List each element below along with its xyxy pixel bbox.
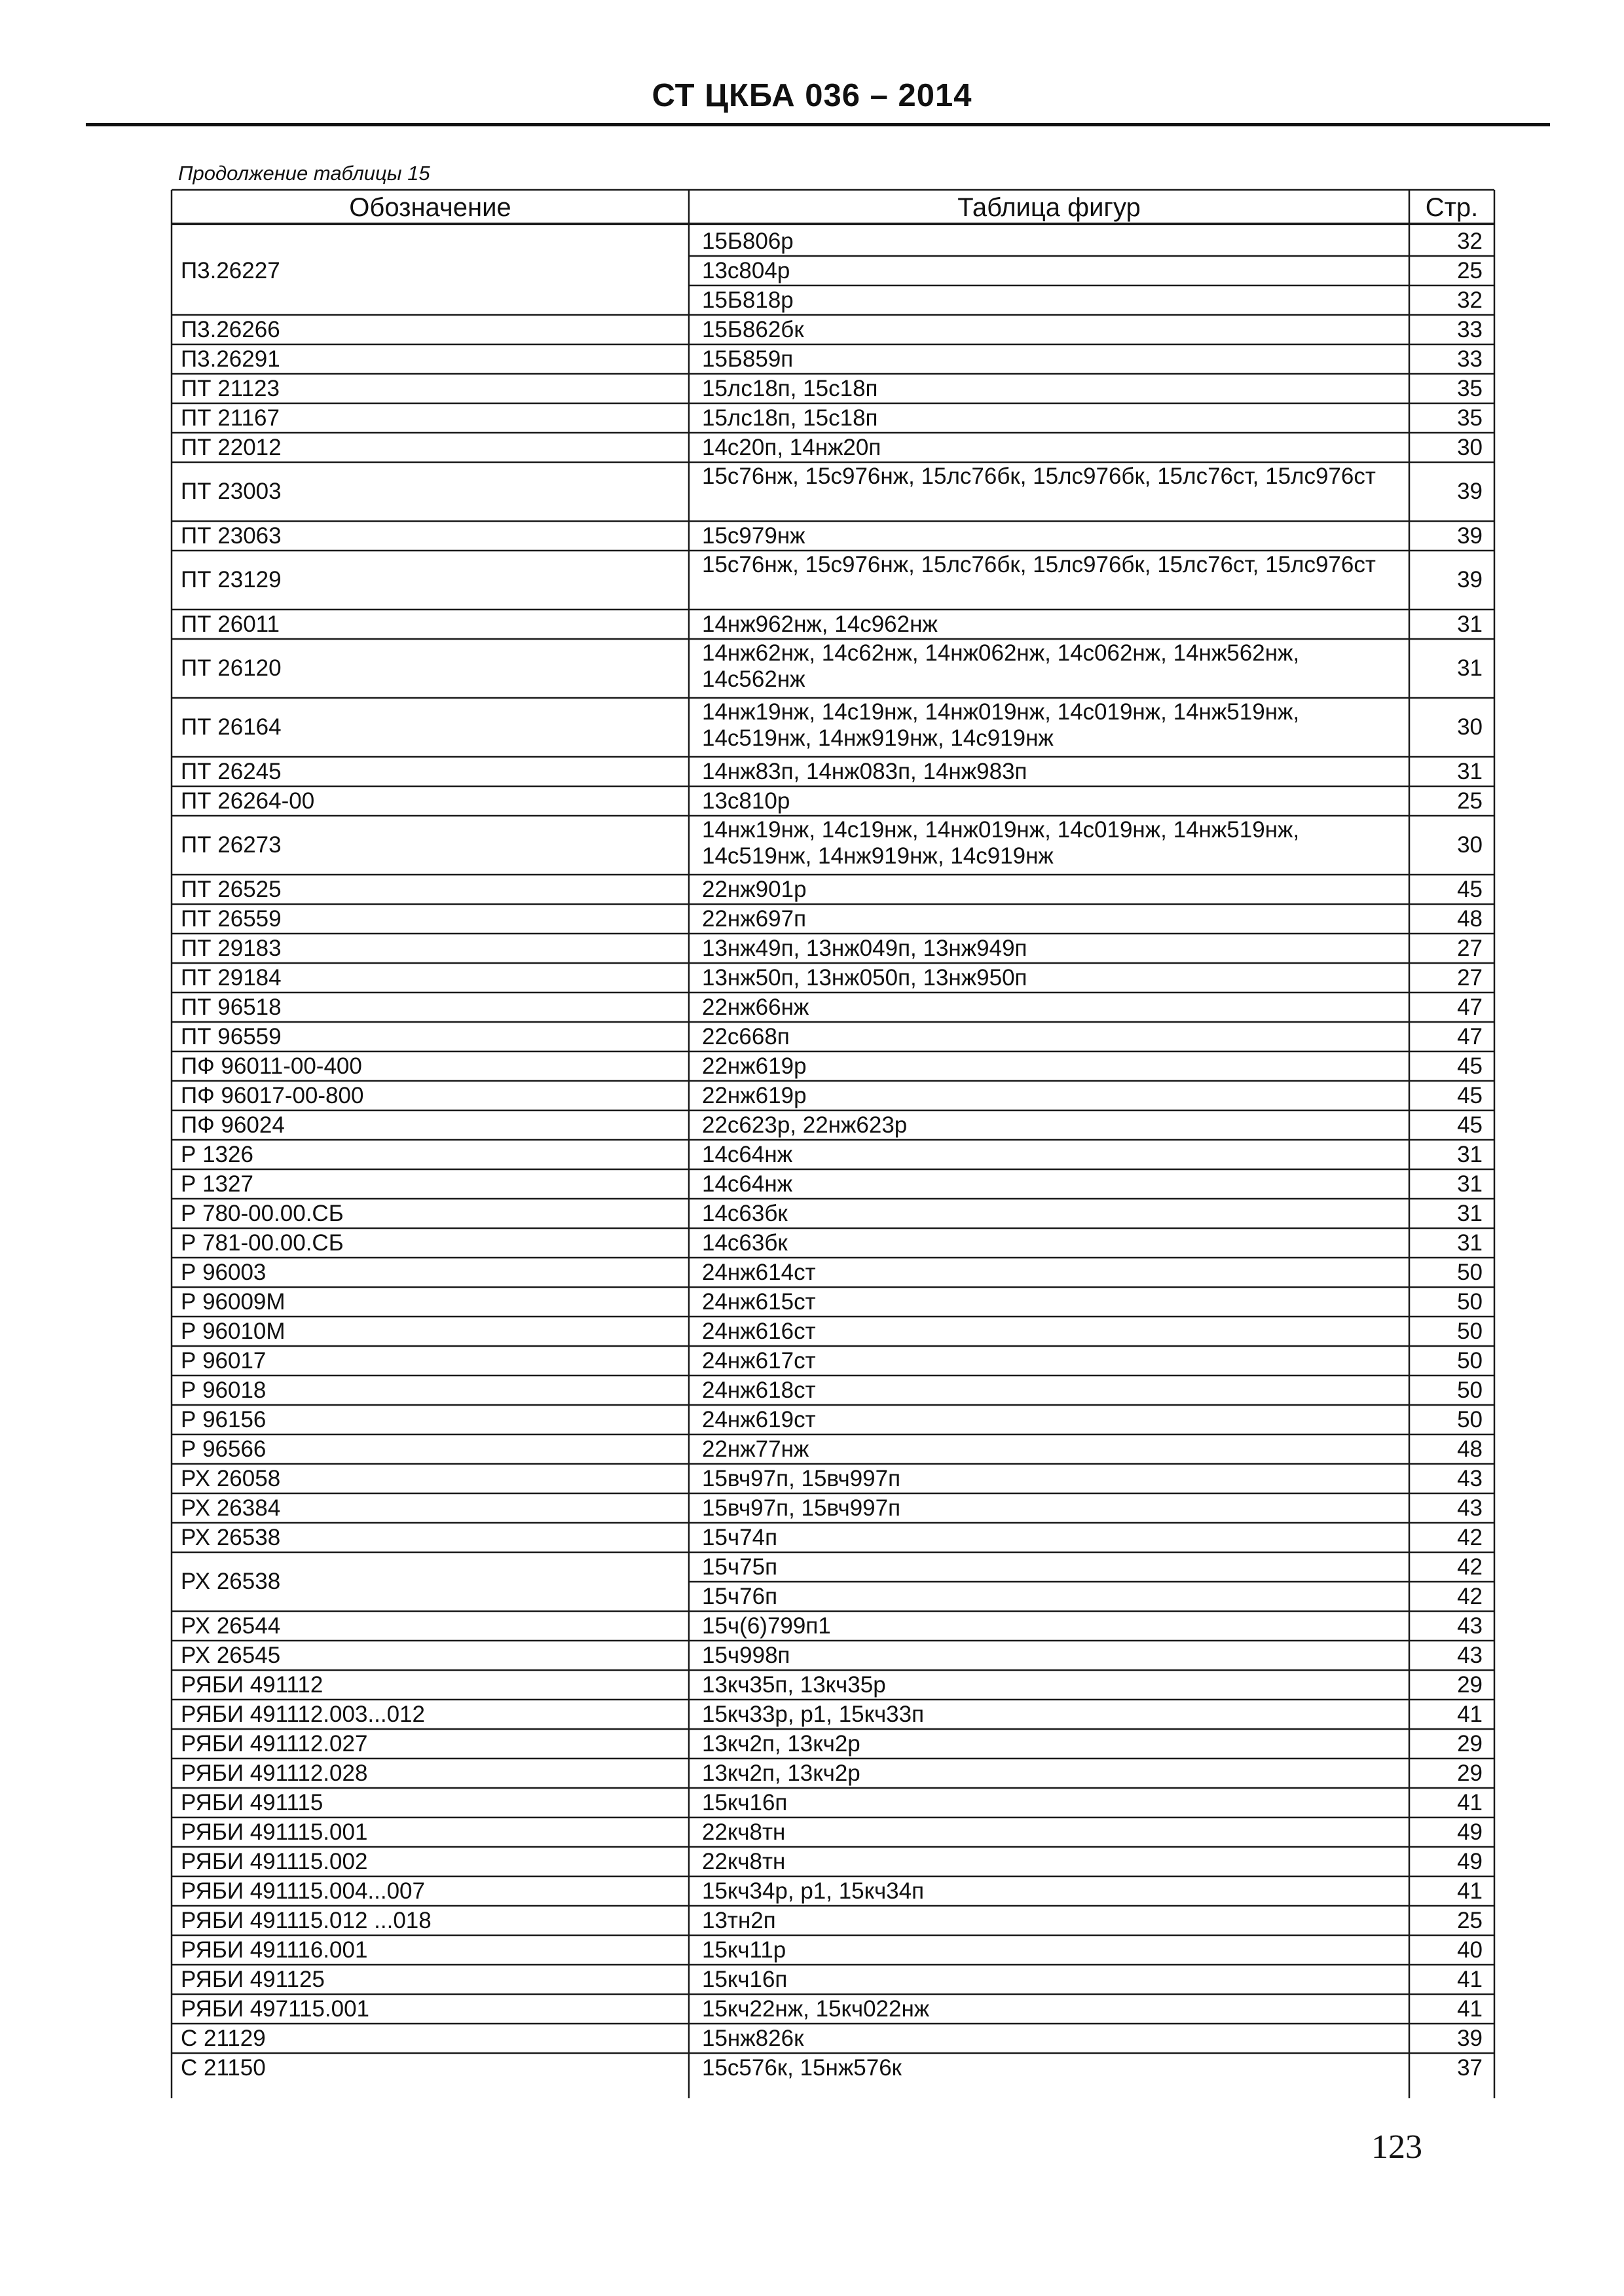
designation-cell: РЯБИ 491112.028 bbox=[181, 1760, 368, 1786]
figures-cell: 15ч75п bbox=[702, 1554, 778, 1580]
designation-cell: РЯБИ 497115.001 bbox=[181, 1995, 370, 2022]
page-number: 123 bbox=[1371, 2128, 1422, 2166]
page-cell: 41 bbox=[1457, 1995, 1483, 2022]
page-cell: 41 bbox=[1457, 1789, 1483, 1815]
figures-cell: 13нж49п, 13нж049п, 13нж949п bbox=[702, 935, 1027, 961]
designation-cell: РЯБИ 491115.001 bbox=[181, 1819, 368, 1845]
page-cell: 35 bbox=[1457, 405, 1483, 431]
figures-cell: 15с576к, 15нж576к bbox=[702, 2054, 902, 2081]
designation-cell: ПТ 26011 bbox=[181, 611, 280, 637]
figures-cell: 14нж83п, 14нж083п, 14нж983п bbox=[702, 758, 1027, 784]
designation-cell: П3.26291 bbox=[181, 346, 280, 372]
designation-cell: Р 96566 bbox=[181, 1436, 267, 1462]
designation-cell: РХ 26545 bbox=[181, 1642, 281, 1668]
page-cell: 30 bbox=[1457, 714, 1483, 740]
figures-cell: 14нж19нж, 14с19нж, 14нж019нж, 14с019нж, 14нж519нж, 14с519нж, 14нж919нж, 14с919нж bbox=[702, 817, 1300, 869]
page-cell: 31 bbox=[1457, 1141, 1483, 1167]
designation-cell: Р 780-00.00.СБ bbox=[181, 1200, 344, 1226]
figures-cell: 13с804р bbox=[702, 257, 790, 283]
designation-cell: Р 1326 bbox=[181, 1141, 253, 1167]
page-cell: 39 bbox=[1457, 2025, 1483, 2051]
figures-cell: 13с810р bbox=[702, 788, 790, 814]
figures-cell: 24нж616ст bbox=[702, 1318, 816, 1344]
figures-cell: 15нж826к bbox=[702, 2025, 804, 2051]
page-cell: 35 bbox=[1457, 375, 1483, 401]
figures-cell: 13нж50п, 13нж050п, 13нж950п bbox=[702, 964, 1027, 991]
figures-cell: 22кч8тн bbox=[702, 1819, 786, 1845]
figures-cell: 15ч998п bbox=[702, 1642, 790, 1668]
designation-cell: ПТ 21123 bbox=[181, 375, 280, 401]
page-cell: 45 bbox=[1457, 876, 1483, 902]
figures-cell: 15кч34р, р1, 15кч34п bbox=[702, 1878, 925, 1904]
figures-cell: 14нж962нж, 14с962нж bbox=[702, 611, 938, 637]
page-cell: 39 bbox=[1457, 479, 1483, 504]
page-cell: 31 bbox=[1457, 611, 1483, 637]
figures-cell: 15Б818р bbox=[702, 287, 794, 313]
designation-cell: ПТ 26264-00 bbox=[181, 788, 315, 814]
designation-cell: ПТ 21167 bbox=[181, 405, 280, 431]
page-cell: 29 bbox=[1457, 1730, 1483, 1757]
figures-cell: 14с63бк bbox=[702, 1200, 788, 1226]
figures-cell: 22нж619р bbox=[702, 1082, 807, 1108]
page-cell: 47 bbox=[1457, 1023, 1483, 1049]
figures-cell: 15с76нж, 15с976нж, 15лс76бк, 15лс976бк, 15лс76ст, 15лс976ст bbox=[702, 464, 1376, 489]
designation-cell: РЯБИ 491115.004...007 bbox=[181, 1878, 425, 1904]
figures-cell: 22нж77нж bbox=[702, 1436, 809, 1462]
designation-cell: РХ 26544 bbox=[181, 1613, 281, 1639]
page-cell: 45 bbox=[1457, 1053, 1483, 1079]
figures-cell: 13кч35п, 13кч35р bbox=[702, 1671, 886, 1698]
designation-cell: Р 96009М bbox=[181, 1288, 286, 1315]
page-cell: 27 bbox=[1457, 964, 1483, 991]
page-cell: 32 bbox=[1457, 228, 1483, 254]
page-cell: 45 bbox=[1457, 1112, 1483, 1138]
figures-cell: 15с76нж, 15с976нж, 15лс76бк, 15лс976бк, 15лс76ст, 15лс976ст bbox=[702, 552, 1376, 577]
figures-cell: 15Б859п bbox=[702, 346, 794, 372]
page-cell: 50 bbox=[1457, 1347, 1483, 1374]
designation-cell: ПТ 23063 bbox=[181, 522, 282, 549]
figures-cell: 15ч76п bbox=[702, 1583, 778, 1609]
column-header: Обозначение bbox=[349, 193, 511, 222]
designation-cell: РХ 26538 bbox=[181, 1524, 281, 1550]
page-cell: 27 bbox=[1457, 935, 1483, 961]
figures-cell: 15Б862бк bbox=[702, 316, 804, 342]
figures-cell: 22с623р, 22нж623р bbox=[702, 1112, 908, 1138]
figures-cell: 15лс18п, 15с18п bbox=[702, 375, 878, 401]
page-cell: 48 bbox=[1457, 1436, 1483, 1462]
designation-cell: РЯБИ 491125 bbox=[181, 1966, 325, 1992]
page-cell: 30 bbox=[1457, 832, 1483, 858]
figures-cell: 13тн2п bbox=[702, 1907, 776, 1933]
page-cell: 32 bbox=[1457, 287, 1483, 313]
page-cell: 47 bbox=[1457, 994, 1483, 1020]
designation-cell: Р 96010М bbox=[181, 1318, 286, 1344]
figures-cell: 22нж697п bbox=[702, 905, 807, 932]
page-cell: 42 bbox=[1457, 1524, 1483, 1550]
page-cell: 41 bbox=[1457, 1966, 1483, 1992]
figures-cell: 15лс18п, 15с18п bbox=[702, 405, 878, 431]
figures-cell: 22нж619р bbox=[702, 1053, 807, 1079]
figures-cell: 15ч74п bbox=[702, 1524, 778, 1550]
page-cell: 33 bbox=[1457, 316, 1483, 342]
designation-cell: Р 1327 bbox=[181, 1171, 253, 1197]
designation-cell: РЯБИ 491112.003...012 bbox=[181, 1701, 425, 1727]
figures-cell: 13кч2п, 13кч2р bbox=[702, 1730, 860, 1757]
page-cell: 37 bbox=[1457, 2054, 1483, 2081]
figures-cell: 22нж66нж bbox=[702, 994, 809, 1020]
page-cell: 50 bbox=[1457, 1318, 1483, 1344]
column-header: Таблица фигур bbox=[957, 193, 1141, 222]
figures-cell: 15кч16п bbox=[702, 1966, 788, 1992]
page-cell: 48 bbox=[1457, 905, 1483, 932]
page-cell: 45 bbox=[1457, 1082, 1483, 1108]
figures-cell: 15вч97п, 15вч997п bbox=[702, 1465, 901, 1491]
designation-cell: ПТ 29184 bbox=[181, 964, 282, 991]
figures-cell: 24нж617ст bbox=[702, 1347, 816, 1374]
designation-cell: РЯБИ 491115.002 bbox=[181, 1848, 368, 1874]
page-cell: 43 bbox=[1457, 1495, 1483, 1521]
page-cell: 50 bbox=[1457, 1288, 1483, 1315]
figures-cell: 15кч16п bbox=[702, 1789, 788, 1815]
page-cell: 25 bbox=[1457, 1907, 1483, 1933]
figures-cell: 13кч2п, 13кч2р bbox=[702, 1760, 860, 1786]
page-cell: 42 bbox=[1457, 1583, 1483, 1609]
figures-cell: 15с979нж bbox=[702, 522, 805, 549]
page-cell: 39 bbox=[1457, 522, 1483, 549]
figures-cell: 14нж62нж, 14с62нж, 14нж062нж, 14с062нж, 14нж562нж, 14с562нж bbox=[702, 640, 1300, 692]
page-cell: 40 bbox=[1457, 1937, 1483, 1963]
designation-cell: ПФ 96024 bbox=[181, 1112, 285, 1138]
figures-cell: 15кч11р bbox=[702, 1937, 786, 1963]
figures-cell: 14с63бк bbox=[702, 1230, 788, 1256]
designation-cell: ПТ 29183 bbox=[181, 935, 282, 961]
page-cell: 31 bbox=[1457, 758, 1483, 784]
designation-cell: РЯБИ 491115 bbox=[181, 1789, 323, 1815]
figures-cell: 24нж618ст bbox=[702, 1377, 816, 1403]
designation-cell: С 21129 bbox=[181, 2025, 266, 2051]
designation-cell: Р 96156 bbox=[181, 1406, 267, 1432]
designation-cell: Р 781-00.00.СБ bbox=[181, 1230, 344, 1256]
page-cell: 50 bbox=[1457, 1406, 1483, 1432]
page-cell: 43 bbox=[1457, 1465, 1483, 1491]
figures-cell: 15вч97п, 15вч997п bbox=[702, 1495, 901, 1521]
page-cell: 42 bbox=[1457, 1554, 1483, 1580]
page-cell: 49 bbox=[1457, 1819, 1483, 1845]
figures-cell: 24нж615ст bbox=[702, 1288, 816, 1315]
designation-cell: Р 96018 bbox=[181, 1377, 267, 1403]
designation-cell: ПТ 23003 bbox=[181, 479, 282, 504]
designation-cell: ПТ 96559 bbox=[181, 1023, 282, 1049]
designation-cell: РЯБИ 491112 bbox=[181, 1671, 323, 1698]
designation-cell: РХ 26538 bbox=[181, 1569, 281, 1594]
column-header: Стр. bbox=[1425, 193, 1479, 222]
designation-cell: РХ 26058 bbox=[181, 1465, 281, 1491]
designation-cell: ПТ 26164 bbox=[181, 714, 282, 740]
figures-cell: 14с20п, 14нж20п bbox=[702, 434, 881, 460]
page-cell: 29 bbox=[1457, 1760, 1483, 1786]
page-cell: 29 bbox=[1457, 1671, 1483, 1698]
designation-cell: ПТ 26245 bbox=[181, 758, 282, 784]
designation-cell: РХ 26384 bbox=[181, 1495, 281, 1521]
page-cell: 31 bbox=[1457, 1171, 1483, 1197]
figures-cell: 15кч22нж, 15кч022нж bbox=[702, 1995, 930, 2022]
designation-cell: РЯБИ 491112.027 bbox=[181, 1730, 368, 1757]
page-cell: 41 bbox=[1457, 1701, 1483, 1727]
designation-cell: ПТ 26120 bbox=[181, 655, 282, 681]
designation-cell: ПФ 96011-00-400 bbox=[181, 1053, 362, 1079]
page-cell: 50 bbox=[1457, 1259, 1483, 1285]
figures-cell: 22с668п bbox=[702, 1023, 790, 1049]
designation-cell: ПТ 26525 bbox=[181, 876, 282, 902]
figures-cell: 22кч8тн bbox=[702, 1848, 786, 1874]
figures-cell: 22нж901р bbox=[702, 876, 807, 902]
figures-cell: 24нж614ст bbox=[702, 1259, 816, 1285]
page-cell: 33 bbox=[1457, 346, 1483, 372]
designation-cell: П3.26227 bbox=[181, 257, 280, 283]
page-cell: 30 bbox=[1457, 434, 1483, 460]
figures-cell: 15ч(6)799п1 bbox=[702, 1613, 831, 1639]
table-caption: Продолжение таблицы 15 bbox=[178, 162, 430, 185]
figures-cell: 14с64нж bbox=[702, 1141, 793, 1167]
designation-cell: П3.26266 bbox=[181, 316, 280, 342]
page-cell: 25 bbox=[1457, 788, 1483, 814]
designation-cell: Р 96017 bbox=[181, 1347, 267, 1374]
page-cell: 39 bbox=[1457, 567, 1483, 592]
page-cell: 31 bbox=[1457, 655, 1483, 681]
page-cell: 31 bbox=[1457, 1200, 1483, 1226]
page-cell: 49 bbox=[1457, 1848, 1483, 1874]
page-cell: 41 bbox=[1457, 1878, 1483, 1904]
designation-cell: ПТ 96518 bbox=[181, 994, 282, 1020]
figures-cell: 14с64нж bbox=[702, 1171, 793, 1197]
page-cell: 43 bbox=[1457, 1613, 1483, 1639]
designation-cell: С 21150 bbox=[181, 2054, 266, 2081]
figures-cell: 15Б806р bbox=[702, 228, 794, 254]
designation-cell: ПТ 26559 bbox=[181, 905, 282, 932]
designation-cell: ПТ 23129 bbox=[181, 567, 282, 592]
figures-cell: 14нж19нж, 14с19нж, 14нж019нж, 14с019нж, 14нж519нж, 14с519нж, 14нж919нж, 14с919нж bbox=[702, 699, 1300, 751]
page-cell: 31 bbox=[1457, 1230, 1483, 1256]
figures-cell: 24нж619ст bbox=[702, 1406, 816, 1432]
designation-cell: ПФ 96017-00-800 bbox=[181, 1082, 364, 1108]
page-cell: 43 bbox=[1457, 1642, 1483, 1668]
figures-cell: 15кч33р, р1, 15кч33п bbox=[702, 1701, 925, 1727]
document-header: СТ ЦКБА 036 – 2014 bbox=[652, 78, 972, 113]
designation-cell: Р 96003 bbox=[181, 1259, 267, 1285]
designation-cell: ПТ 26273 bbox=[181, 832, 282, 858]
page-cell: 50 bbox=[1457, 1377, 1483, 1403]
designation-cell: РЯБИ 491115.012 ...018 bbox=[181, 1907, 432, 1933]
designation-cell: ПТ 22012 bbox=[181, 434, 282, 460]
designation-cell: РЯБИ 491116.001 bbox=[181, 1937, 368, 1963]
page-cell: 25 bbox=[1457, 257, 1483, 283]
